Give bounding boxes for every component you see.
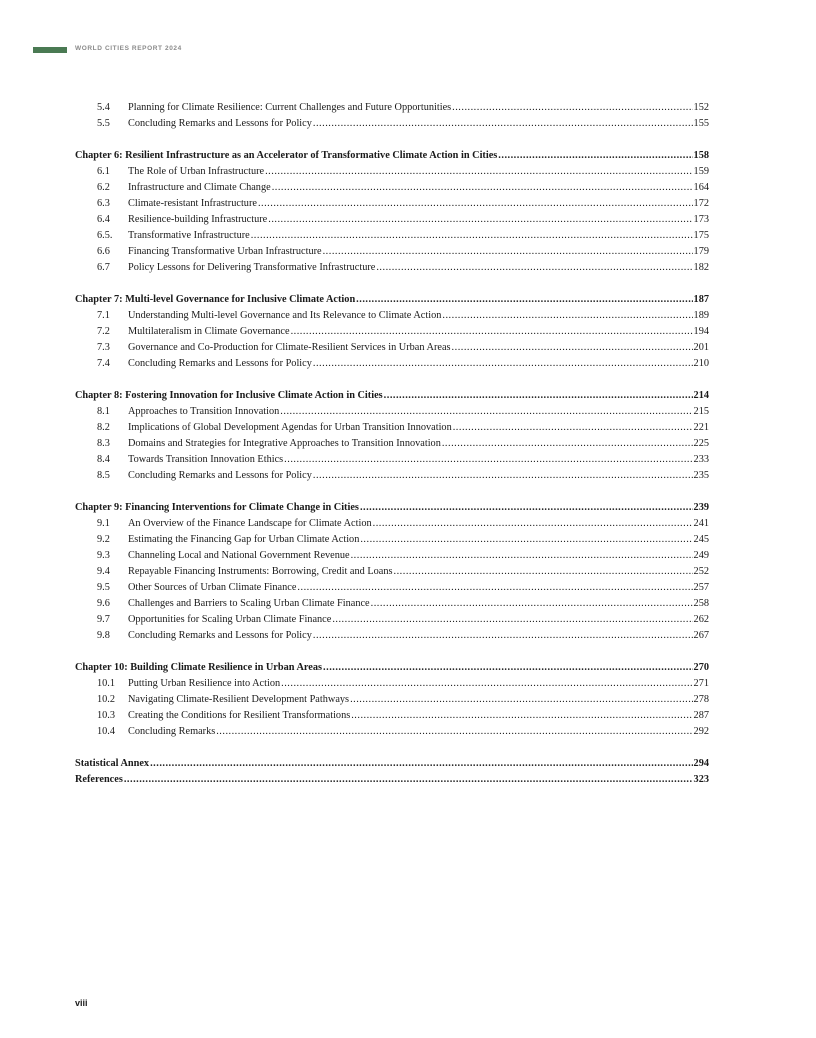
toc-entry-title: Understanding Multi-level Governance and Its Relevance to Climate Action [128, 310, 442, 321]
toc-entry-title: Other Sources of Urban Climate Finance [128, 582, 297, 593]
toc-entry-number: 6.7 [97, 262, 110, 273]
toc-section[interactable] [75, 212, 709, 228]
toc-entry-number: 7.1 [97, 310, 110, 321]
toc-entry-number: 9.8 [97, 630, 110, 641]
toc-entry-number: 7.2 [97, 326, 110, 337]
toc-entry-number: 7.3 [97, 342, 110, 353]
toc-entry-number: 9.5 [97, 582, 110, 593]
toc-entry-number: 8.4 [97, 454, 110, 465]
dot-leader [323, 244, 693, 260]
toc-entry-title: Financing Transformative Urban Infrastructure [128, 246, 322, 257]
toc-entry-title: Governance and Co-Production for Climate-Resilient Services in Urban Areas [128, 342, 451, 353]
toc-section[interactable] [75, 580, 709, 596]
toc-entry-number: 6.3 [97, 198, 110, 209]
dot-leader [284, 452, 692, 468]
toc-entry-title: Chapter 9: Financing Interventions for Climate Change in Cities [75, 502, 359, 513]
dot-leader [124, 772, 693, 788]
toc-entry-title: Chapter 6: Resilient Infrastructure as an Accelerator of Transformative Climate Action in Cities [75, 150, 498, 161]
dot-leader [216, 724, 692, 740]
toc-section[interactable] [75, 404, 709, 420]
page-number: viii [75, 998, 88, 1008]
toc-entry-title: Channeling Local and National Government Revenue [128, 550, 350, 561]
toc-section[interactable] [75, 532, 709, 548]
toc-section[interactable] [75, 228, 709, 244]
toc-entry-page: 235 [693, 470, 709, 481]
dot-leader [376, 260, 692, 276]
dot-leader [251, 228, 693, 244]
toc-entry-number: 6.4 [97, 214, 110, 225]
toc-entry-title: Chapter 10: Building Climate Resilience in Urban Areas [75, 662, 323, 673]
toc-entry-title: The Role of Urban Infrastructure [128, 166, 265, 177]
toc-entry-number: 10.3 [97, 710, 116, 721]
dot-leader [291, 324, 693, 340]
toc-entry-page: 233 [693, 454, 709, 465]
toc-entry-page: 158 [693, 150, 709, 161]
toc-entry-title: Chapter 8: Fostering Innovation for Inclusive Climate Action in Cities [75, 390, 383, 401]
toc-section[interactable] [75, 724, 709, 740]
toc-entry-page: 287 [693, 710, 709, 721]
toc-entry-title: Policy Lessons for Delivering Transformative Infrastructure [128, 262, 376, 273]
toc-entry-title: Concluding Remarks and Lessons for Policy [128, 630, 312, 641]
toc-entry-page: 210 [693, 358, 709, 369]
toc-entry-number: 8.5 [97, 470, 110, 481]
toc-section[interactable] [75, 244, 709, 260]
toc-entry-page: 189 [693, 310, 709, 321]
toc-entry-page: 159 [693, 166, 709, 177]
toc-entry-page: 182 [693, 262, 709, 273]
toc-section[interactable] [75, 164, 709, 180]
toc-chapter[interactable] [75, 148, 709, 164]
toc-annex-entry[interactable] [75, 756, 709, 772]
toc-entry-number: 9.6 [97, 598, 110, 609]
dot-leader [452, 100, 692, 116]
toc-entry-title: Navigating Climate-Resilient Development Pathways [128, 694, 350, 705]
toc-entry-number: 8.2 [97, 422, 110, 433]
toc-entry-title: References [75, 774, 123, 785]
toc-entry-page: 152 [693, 102, 709, 113]
dot-leader [360, 500, 693, 516]
toc-entry-title: Concluding Remarks and Lessons for Policy [128, 470, 312, 481]
toc-section[interactable] [75, 612, 709, 628]
toc-entry-number: 10.4 [97, 726, 116, 737]
dot-leader [373, 516, 693, 532]
running-header: WORLD CITIES REPORT 2024 [75, 45, 182, 52]
toc-section[interactable] [75, 260, 709, 276]
toc-entry-title: Multilateralism in Climate Governance [128, 326, 290, 337]
toc-entry-title: Concluding Remarks [128, 726, 216, 737]
toc-chapter[interactable] [75, 292, 709, 308]
toc-entry-page: 214 [693, 390, 709, 401]
toc-section[interactable] [75, 308, 709, 324]
toc-section[interactable] [75, 340, 709, 356]
toc-entry-title: Creating the Conditions for Resilient Transformations [128, 710, 351, 721]
toc-entry-number: 7.4 [97, 358, 110, 369]
toc-entry-number: 9.1 [97, 518, 110, 529]
toc-entry-number: 10.2 [97, 694, 116, 705]
table-of-contents [75, 100, 709, 788]
toc-entry-number: 10.1 [97, 678, 116, 689]
toc-entry-title: Chapter 7: Multi-level Governance for Inclusive Climate Action [75, 294, 356, 305]
dot-leader [281, 676, 692, 692]
toc-section[interactable] [75, 196, 709, 212]
toc-entry-page: 155 [693, 118, 709, 129]
dot-leader [280, 404, 692, 420]
toc-entry-number: 9.4 [97, 566, 110, 577]
toc-entry-number: 9.2 [97, 534, 110, 545]
toc-entry-page: 271 [693, 678, 709, 689]
toc-entry-page: 173 [693, 214, 709, 225]
toc-entry-title: Climate-resistant Infrastructure [128, 198, 257, 209]
toc-entry-page: 172 [693, 198, 709, 209]
toc-section[interactable] [75, 564, 709, 580]
toc-section[interactable] [75, 452, 709, 468]
toc-section[interactable] [75, 548, 709, 564]
toc-chapter[interactable] [75, 500, 709, 516]
toc-entry-page: 249 [693, 550, 709, 561]
toc-section[interactable] [75, 628, 709, 644]
toc-entry-page: 241 [693, 518, 709, 529]
dot-leader [313, 468, 693, 484]
toc-entry-page: 221 [693, 422, 709, 433]
toc-entry-page: 194 [693, 326, 709, 337]
toc-section[interactable] [75, 676, 709, 692]
toc-entry-page: 187 [693, 294, 709, 305]
toc-section[interactable] [75, 692, 709, 708]
toc-entry-page: 270 [693, 662, 709, 673]
dot-leader [150, 756, 692, 772]
toc-entry-page: 215 [693, 406, 709, 417]
toc-entry-number: 5.4 [97, 102, 110, 113]
toc-entry-page: 201 [693, 342, 709, 353]
toc-entry-title: Challenges and Barriers to Scaling Urban Climate Finance [128, 598, 370, 609]
dot-leader [268, 212, 692, 228]
toc-chapter[interactable] [75, 388, 709, 404]
dot-leader [265, 164, 692, 180]
toc-entry-number: 8.1 [97, 406, 110, 417]
toc-section[interactable] [75, 356, 709, 372]
toc-section[interactable] [75, 324, 709, 340]
dot-leader [356, 292, 692, 308]
toc-entry-page: 294 [693, 758, 709, 769]
toc-entry-page: 239 [693, 502, 709, 513]
toc-entry-title: Estimating the Financing Gap for Urban Climate Action [128, 534, 360, 545]
toc-section[interactable] [75, 468, 709, 484]
toc-entry-page: 278 [693, 694, 709, 705]
toc-entry-title: Domains and Strategies for Integrative Approaches to Transition Innovation [128, 438, 441, 449]
toc-entry-page: 164 [693, 182, 709, 193]
toc-entry-title: An Overview of the Finance Landscape for Climate Action [128, 518, 372, 529]
toc-entry-number: 6.6 [97, 246, 110, 257]
toc-entry-title: Resilience-building Infrastructure [128, 214, 268, 225]
toc-section[interactable] [75, 180, 709, 196]
toc-entry-number: 6.5. [97, 230, 113, 241]
dot-leader [360, 532, 692, 548]
toc-entry-page: 258 [693, 598, 709, 609]
toc-entry-number: 6.1 [97, 166, 110, 177]
toc-section[interactable] [75, 516, 709, 532]
toc-entry-page: 267 [693, 630, 709, 641]
toc-entry-title: Putting Urban Resilience into Action [128, 678, 281, 689]
toc-entry-page: 292 [693, 726, 709, 737]
toc-entry-page: 225 [693, 438, 709, 449]
toc-entry-title: Towards Transition Innovation Ethics [128, 454, 284, 465]
toc-entry-page: 179 [693, 246, 709, 257]
toc-entry-title: Concluding Remarks and Lessons for Policy [128, 358, 312, 369]
dot-leader [442, 308, 692, 324]
dot-leader [332, 612, 692, 628]
toc-entry-page: 323 [693, 774, 709, 785]
dot-leader [452, 340, 693, 356]
toc-section[interactable] [75, 708, 709, 724]
toc-chapter[interactable] [75, 660, 709, 676]
toc-entry-page: 262 [693, 614, 709, 625]
dot-leader [297, 580, 692, 596]
dot-leader [313, 356, 693, 372]
toc-entry-number: 9.7 [97, 614, 110, 625]
toc-entry-title: Planning for Climate Resilience: Current Challenges and Future Opportunities [128, 102, 452, 113]
toc-entry-number: 5.5 [97, 118, 110, 129]
dot-leader [258, 196, 693, 212]
toc-entry-title: Repayable Financing Instruments: Borrowing, Credit and Loans [128, 566, 393, 577]
toc-entry-page: 245 [693, 534, 709, 545]
toc-section[interactable] [75, 436, 709, 452]
toc-entry-number: 6.2 [97, 182, 110, 193]
toc-section[interactable] [75, 420, 709, 436]
toc-entry-title: Opportunities for Scaling Urban Climate Finance [128, 614, 332, 625]
toc-entry-page: 257 [693, 582, 709, 593]
toc-entry-page: 252 [693, 566, 709, 577]
toc-entry-title: Transformative Infrastructure [128, 230, 250, 241]
dot-leader [498, 148, 692, 164]
toc-entry-title: Implications of Global Development Agendas for Urban Transition Innovation [128, 422, 452, 433]
dot-leader [272, 180, 693, 196]
dot-leader [323, 660, 693, 676]
toc-annex-entry[interactable] [75, 772, 709, 788]
toc-entry-title: Concluding Remarks and Lessons for Policy [128, 118, 312, 129]
toc-entry-title: Infrastructure and Climate Change [128, 182, 271, 193]
toc-section[interactable] [75, 596, 709, 612]
header-accent-bar [33, 47, 67, 53]
dot-leader [313, 628, 693, 644]
toc-section[interactable] [75, 116, 709, 132]
dot-leader [371, 596, 693, 612]
dot-leader [453, 420, 693, 436]
toc-entry-number: 9.3 [97, 550, 110, 561]
dot-leader [351, 708, 692, 724]
dot-leader [394, 564, 693, 580]
toc-entry-title: Statistical Annex [75, 758, 150, 769]
dot-leader [350, 692, 692, 708]
toc-entry-title: Approaches to Transition Innovation [128, 406, 280, 417]
dot-leader [313, 116, 693, 132]
dot-leader [351, 548, 693, 564]
toc-entry-page: 175 [693, 230, 709, 241]
toc-entry-number: 8.3 [97, 438, 110, 449]
dot-leader [384, 388, 693, 404]
toc-section[interactable] [75, 100, 709, 116]
dot-leader [442, 436, 693, 452]
